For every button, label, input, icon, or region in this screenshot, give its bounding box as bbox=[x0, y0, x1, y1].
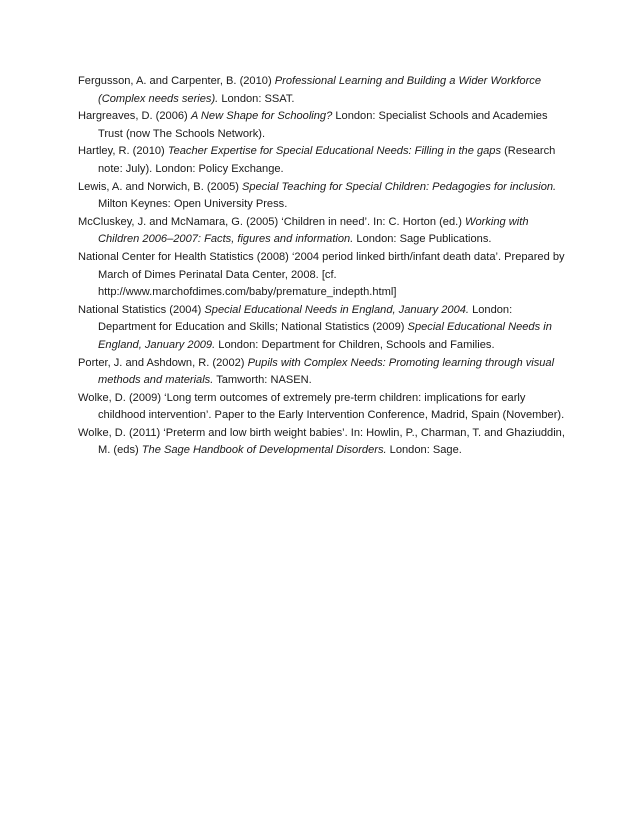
reference-authors: McCluskey, J. and McNamara, G. (2005) ‘Children in need’. In: C. Horton (ed.) bbox=[78, 215, 465, 228]
reference-authors: National Statistics (2004) bbox=[78, 303, 205, 316]
reference-authors: Hartley, R. (2010) bbox=[78, 145, 168, 158]
reference-text: National Center for Health Statistics (2008) ‘2004 period linked birth/infant death data’. Prepared by March of Dimes Perinatal Data Center, 2008. [cf. http://www.marchofdimes.com/baby/premature_indepth.html] bbox=[78, 250, 565, 299]
reference-publisher: London: Sage Publications. bbox=[353, 233, 492, 246]
reference-title: A New Shape for Schooling? bbox=[190, 110, 333, 123]
reference-publisher: London: Department for Education and Skills; National Statistics (2009) bbox=[98, 303, 513, 334]
reference-item bbox=[78, 179, 568, 214]
reference-title-2: Special Educational Needs in England, January 2009. bbox=[98, 321, 552, 351]
reference-item bbox=[78, 249, 568, 302]
reference-list bbox=[78, 73, 568, 460]
reference-publisher: Tamworth: NASEN. bbox=[213, 374, 312, 387]
reference-item bbox=[78, 425, 568, 460]
reference-publisher: London: Sage. bbox=[386, 444, 462, 457]
reference-item bbox=[78, 108, 568, 143]
reference-title: Working with Children 2006–2007: Facts, figures and information. bbox=[98, 215, 529, 246]
reference-authors: Lewis, A. and Norwich, B. (2005) bbox=[78, 180, 243, 193]
reference-item bbox=[78, 390, 568, 425]
reference-title: Pupils with Complex Needs: Promoting learning through visual methods and materials. bbox=[98, 356, 555, 387]
reference-publisher: London: SSAT. bbox=[218, 92, 295, 105]
reference-item bbox=[78, 143, 568, 178]
reference-title: Special Teaching for Special Children: Pedagogies for inclusion. bbox=[242, 180, 557, 193]
reference-item bbox=[78, 302, 568, 355]
reference-authors: Porter, J. and Ashdown, R. (2002) bbox=[78, 356, 248, 369]
reference-title: Professional Learning and Building a Wider Workforce (Complex needs series). bbox=[98, 75, 542, 105]
reference-publisher-2: London: Department for Children, Schools and Families. bbox=[215, 338, 495, 351]
reference-title: The Sage Handbook of Developmental Disorders. bbox=[141, 444, 387, 457]
reference-publisher: Milton Keynes: Open University Press. bbox=[98, 198, 288, 211]
reference-title: Special Educational Needs in England, January 2004. bbox=[204, 303, 469, 316]
reference-item bbox=[78, 214, 568, 249]
reference-authors: Fergusson, A. and Carpenter, B. (2010) bbox=[78, 75, 275, 87]
reference-authors: Wolke, D. (2011) ‘Preterm and low birth weight babies’. In: Howlin, P., Charman, T. and Ghaziuddin, M. (eds) bbox=[78, 426, 565, 457]
reference-publisher: (Research note: July). London: Policy Exchange. bbox=[98, 145, 556, 175]
reference-item bbox=[78, 355, 568, 390]
reference-item bbox=[78, 73, 568, 108]
reference-publisher: London: Specialist Schools and Academies Trust (now The Schools Network). bbox=[98, 110, 548, 140]
reference-authors: Hargreaves, D. (2006) bbox=[78, 110, 191, 123]
reference-title: Teacher Expertise for Special Educational Needs: Filling in the gaps bbox=[167, 145, 502, 158]
reference-text: Wolke, D. (2009) ‘Long term outcomes of extremely pre-term children: implications for early childhood intervention’. Paper to the Early Intervention Conference, Madrid, Spain (November). bbox=[78, 391, 565, 422]
